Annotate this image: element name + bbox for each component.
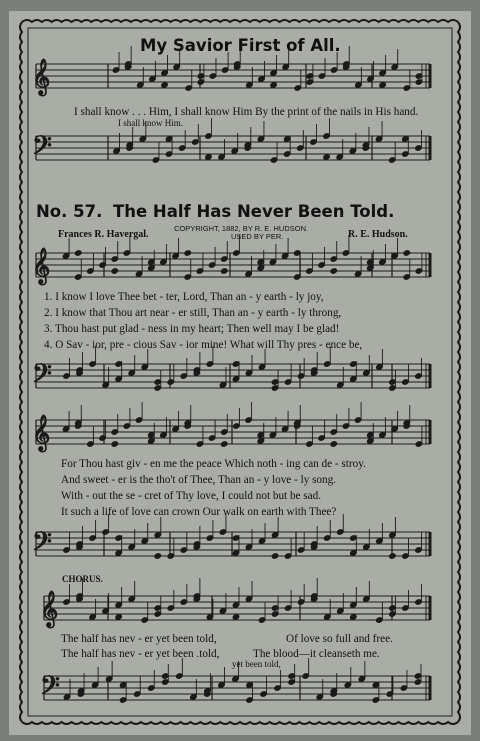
bass-clef-icon: 𝄢 <box>40 671 61 707</box>
verse-3-line-1: 3. Thou hast put glad - ness in my heart; Then well may I be glad! <box>44 323 340 335</box>
song-number: No. 57. <box>36 202 103 221</box>
chorus-bass-lyric: yet been told, <box>232 659 281 669</box>
verse-2-line-1: 2. I know that Thou art near - er still, Than an - y earth - ly throng, <box>44 307 342 319</box>
treble-clef-icon: 𝄞 <box>32 59 51 95</box>
bass-clef-icon: 𝄢 <box>32 359 53 395</box>
verse-4-line-2: It such a life of love can crown Our walk on earth with Thee? <box>61 506 337 518</box>
verse-1-line-2: For Thou hast giv - en me the peace Which noth - ing can de - stroy. <box>61 458 366 470</box>
treble-clef-icon: 𝄞 <box>32 415 51 451</box>
usage-notice: USED BY PER. <box>231 232 284 241</box>
verse-4-line-1: 4. O Sav - ior, pre - cious Sav - ior mine! What will Thy pres - ence be, <box>44 339 363 351</box>
song-title-1: My Savior First of All. <box>140 36 341 55</box>
bass-clef-icon: 𝄢 <box>32 131 53 167</box>
verse-3-line-2: With - out the se - cret of Thy love, I could not but be sad. <box>61 490 322 502</box>
song-title-2: The Half Has Never Been Told. <box>113 202 395 221</box>
chorus-line-2b: The blood—it cleanseth me. <box>253 648 380 660</box>
lyricist-credit: Frances R. Havergal. <box>58 229 149 240</box>
song1-lyric-line: I shall know . . . Him, I shall know Him By the print of the nails in His hand. <box>74 106 419 118</box>
bass-clef-icon: 𝄢 <box>32 527 53 563</box>
chorus-line-2a: The half has nev - er yet been .told, <box>61 648 220 660</box>
chorus-line-1b: Of love so full and free. <box>286 633 393 645</box>
copyright-notice: COPYRIGHT, 1882, BY R. E. HUDSON. <box>174 224 309 233</box>
song1-bass-lyric: I shall know Him. <box>118 118 183 128</box>
chorus-label: CHORUS. <box>62 574 103 584</box>
verse-1-line-1: 1. I know I love Thee bet - ter, Lord, Than an - y earth - ly joy, <box>44 291 324 303</box>
chorus-line-1a: The half has nev - er yet been told, <box>61 633 217 645</box>
treble-clef-icon: 𝄞 <box>32 248 51 284</box>
treble-clef-icon: 𝄞 <box>40 591 59 627</box>
composer-credit: R. E. Hudson. <box>348 229 408 240</box>
verse-2-line-2: And sweet - er is the tho't of Thee, Than an - y love - ly song. <box>61 474 337 486</box>
